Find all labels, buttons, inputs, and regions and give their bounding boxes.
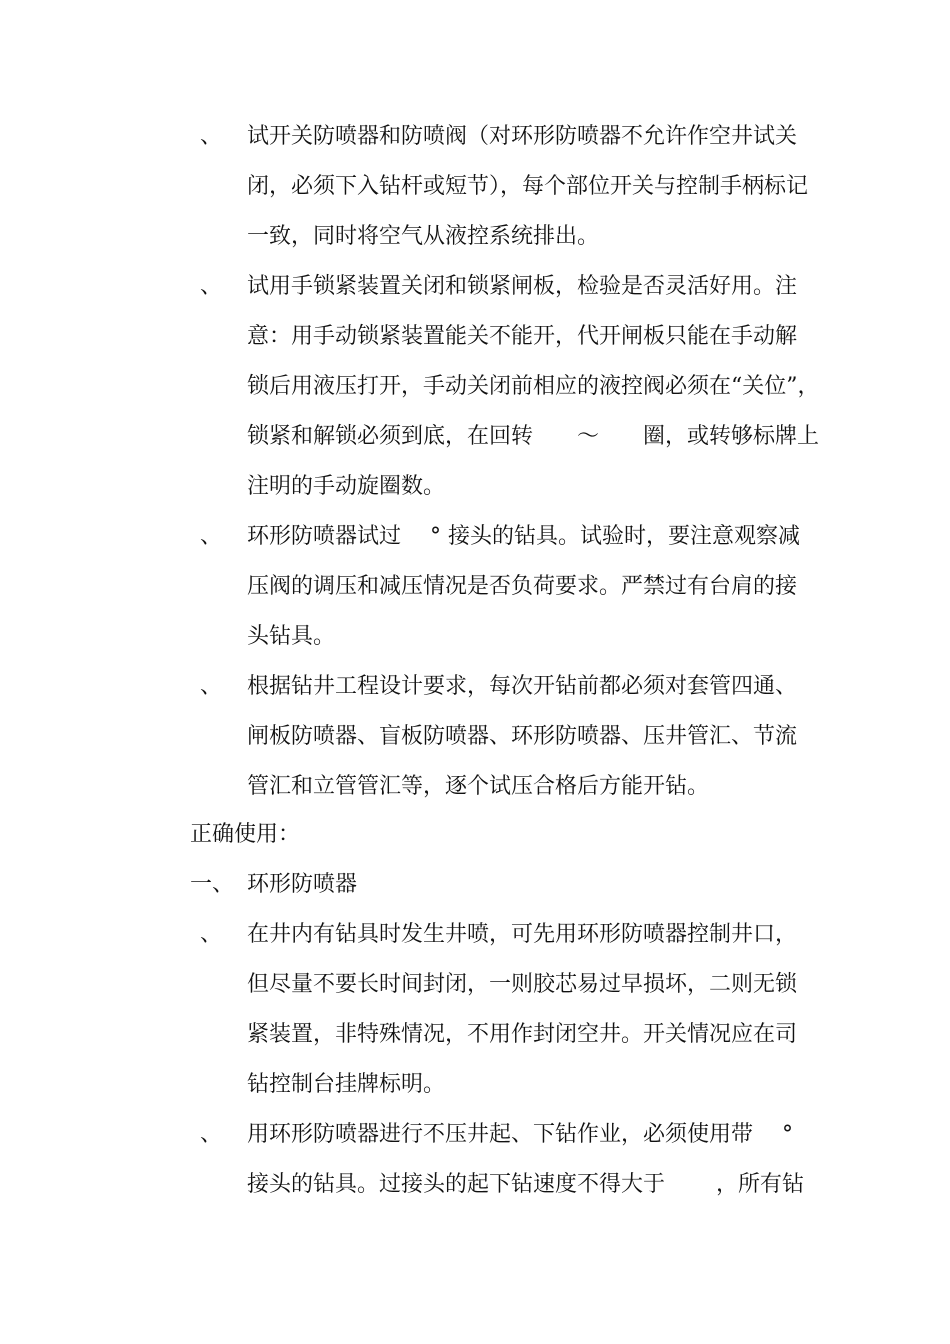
paragraph-line: 接头的钻具。过接头的起下钻速度不得大于 ，所有钻 bbox=[247, 1172, 804, 1197]
subsection-marker: 一、 bbox=[190, 872, 235, 897]
section-title: 正确使用： bbox=[190, 822, 301, 847]
paragraph-line: 闸板防喷器、盲板防喷器、环形防喷器、压井管汇、节流 bbox=[247, 724, 798, 749]
paragraph-line: 用环形防喷器进行不压井起、下钻作业，必须使用带 ° bbox=[247, 1122, 793, 1147]
paragraph-line: 紧装置，非特殊情况，不用作封闭空井。开关情况应在司 bbox=[247, 1022, 798, 1047]
paragraph-line: 锁紧和解锁必须到底，在回转 ～ 圈，或转够标牌上 bbox=[247, 424, 820, 449]
item-marker: 、 bbox=[200, 674, 223, 699]
paragraph-line: 管汇和立管管汇等，逐个试压合格后方能开钻。 bbox=[247, 774, 710, 799]
paragraph-line: 试开关防喷器和防喷阀（对环形防喷器不允许作空井试关 bbox=[247, 124, 798, 149]
paragraph-line: 根据钻井工程设计要求，每次开钻前都必须对套管四通、 bbox=[247, 674, 798, 699]
paragraph-line: 但尽量不要长时间封闭，一则胶芯易过早损坏，二则无锁 bbox=[247, 972, 798, 997]
paragraph-line: 锁后用液压打开，手动关闭前相应的液控阀必须在“关位”， bbox=[247, 374, 820, 399]
item-marker: 、 bbox=[200, 1122, 223, 1147]
paragraph-line: 压阀的调压和减压情况是否负荷要求。严禁过有台肩的接 bbox=[247, 574, 798, 599]
item-marker: 、 bbox=[200, 922, 223, 947]
paragraph-line: 环形防喷器试过 ° 接头的钻具。试验时，要注意观察减 bbox=[247, 524, 800, 549]
paragraph-line: 意：用手动锁紧装置能关不能开，代开闸板只能在手动解 bbox=[247, 324, 798, 349]
paragraph-line: 注明的手动旋圈数。 bbox=[247, 474, 446, 499]
item-marker: 、 bbox=[200, 124, 223, 149]
subsection-title: 环形防喷器 bbox=[247, 872, 358, 897]
paragraph-line: 在井内有钻具时发生井喷，可先用环形防喷器控制井口， bbox=[247, 922, 798, 947]
paragraph-line: 一致，同时将空气从液控系统排出。 bbox=[247, 224, 600, 249]
paragraph-line: 试用手锁紧装置关闭和锁紧闸板，检验是否灵活好用。注 bbox=[247, 274, 798, 299]
paragraph-line: 钻控制台挂牌标明。 bbox=[247, 1072, 446, 1097]
paragraph-line: 闭，必须下入钻杆或短节），每个部位开关与控制手柄标记 bbox=[247, 174, 809, 199]
item-marker: 、 bbox=[200, 274, 223, 299]
paragraph-line: 头钻具。 bbox=[247, 624, 336, 649]
item-marker: 、 bbox=[200, 524, 223, 549]
